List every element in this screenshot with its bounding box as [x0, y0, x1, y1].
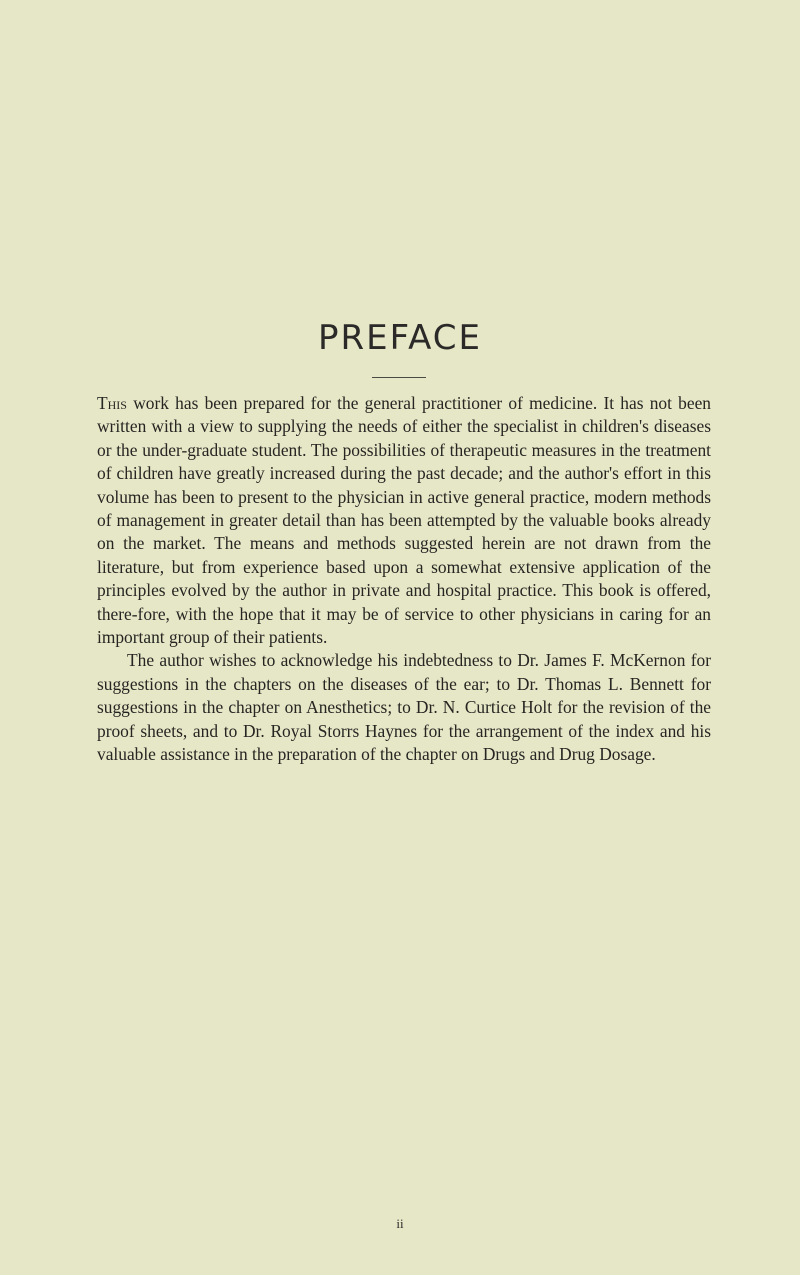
preface-body	[97, 392, 711, 767]
page-number: ii	[396, 1216, 404, 1231]
title-divider	[372, 377, 426, 378]
paragraph-2: The author wishes to acknowledge his indebtedness to Dr. James F. McKernon for suggestions in the chapters on the diseases of the ear; to Dr. Thomas L. Bennett for suggestions in the chapter on Anesthetics; to Dr. N. Curtice Holt for the revision of the proof sheets, and to Dr. Royal Storrs Haynes for the arrangement of the index and his valuable assistance in the preparation of the chapter on Drugs and Drug Dosage.	[97, 650, 711, 765]
paragraph-1-lead: This	[97, 393, 127, 413]
paragraph-1-text: work has been prepared for the general practitioner of medicine. It has not been written with a view to supplying the needs of either the specialist in children's diseases or the under-graduate student. The possibilities of therapeutic measures in the treatment of children have greatly increased during the past decade; and the author's effort in this volume has been to present to the physician in active general practice, modern methods of management in greater detail than has been attempted by the valuable books already on the market. The means and methods suggested herein are not drawn from the literature, but from experience based upon a somewhat extensive application of the principles evolved by the author in private and hospital practice. This book is offered, there-fore, with the hope that it may be of service to other physicians in caring for an important group of their patients.	[97, 393, 711, 648]
page-title: PREFACE	[318, 318, 482, 358]
paragraph-1	[97, 392, 711, 649]
